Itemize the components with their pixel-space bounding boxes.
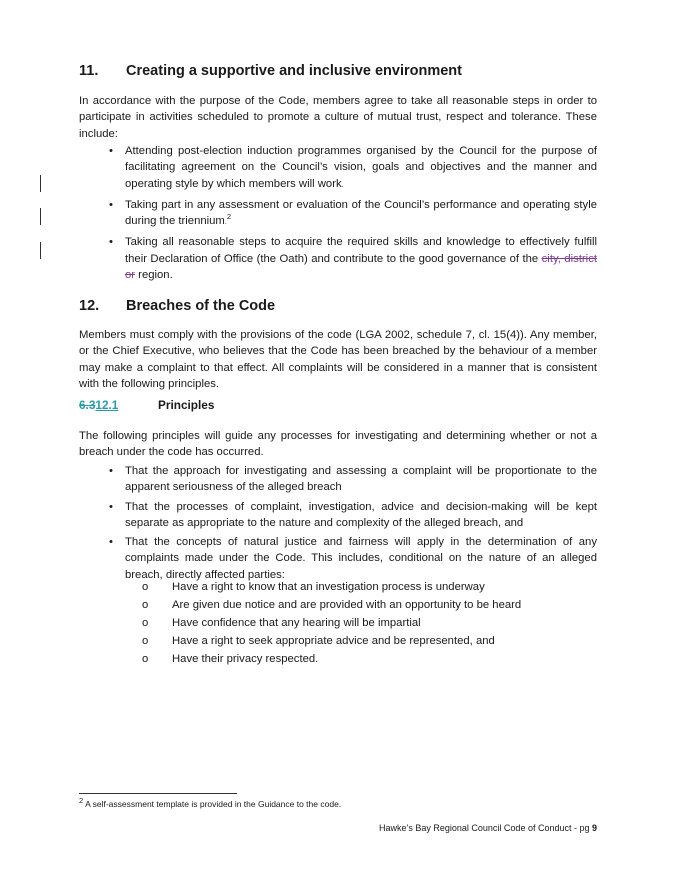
list-item: o Have a right to seek appropriate advice and be represented, and (79, 632, 597, 650)
change-bar (40, 242, 41, 259)
section-12-number: 12. (79, 298, 100, 314)
list-item: • Taking part in any assessment or evaluation of the Council’s performance and operating style during the triennium.$^2$ (109, 198, 597, 228)
list-item: • That the concepts of natural justice and fairness will apply in the determination of any complaints made under the Code. This includes, conditional on the nature of an alleged breach, directly affected parties: (109, 536, 597, 581)
footer-text: Hawke’s Bay Regional Council Code of Conduct - pg (379, 823, 592, 833)
deleted-number: 6.3 (79, 398, 96, 412)
principles-heading (79, 398, 214, 412)
footnote-separator (79, 793, 237, 794)
circle-bullet-marker: o (142, 617, 149, 629)
circle-bullet-marker: o (142, 653, 149, 665)
bullet-marker: • (109, 198, 113, 211)
list-item: o Have a right to know that an investigation process is underway (79, 578, 597, 596)
section-11-number: 11. (79, 63, 99, 79)
principles-intro: The following principles will guide any processes for investigating and determining whether or not a breach under the code has occurred. (79, 430, 597, 459)
circle-bullet-marker: o (142, 581, 149, 593)
section-11-bullet-list (79, 143, 597, 283)
bullet-marker: • (109, 236, 113, 249)
section-11-intro: In accordance with the purpose of the Code, members agree to take all reasonable steps in order to participate in activities scheduled to promote a culture of mutual trust, respect and tolerance. These include: (79, 95, 597, 140)
section-11-title: Creating a supportive and inclusive environment (126, 63, 462, 79)
list-item: o Are given due notice and are provided with an opportunity to be heard (79, 596, 597, 614)
section-12-title: Breaches of the Code (126, 298, 276, 314)
circle-bullet-marker: o (142, 599, 149, 611)
bullet-marker: • (109, 536, 113, 549)
footnote-text: A self-assessment template is provided in the Guidance to the code. (83, 799, 342, 809)
circle-bullet-marker: o (142, 635, 149, 647)
list-item: o Have confidence that any hearing will be impartial (79, 614, 597, 632)
list-item: • That the processes of complaint, investigation, advice and decision-making will be kept separate as appropriate to the nature and complexity of the alleged breach, and (109, 500, 597, 529)
change-bar (40, 175, 41, 192)
page-footer (379, 823, 597, 833)
section-12-intro: Members must comply with the provisions of the code (LGA 2002, schedule 7, cl. 15(4)). Any member, or the Chief Executive, who believes that the Code has been breached by the behaviour of a member may make a complaint to that effect. All complaints will be considered in a manner that is consistent with the following principles. (79, 329, 597, 390)
footnote-mark: 2 (79, 796, 84, 806)
bullet-marker: • (109, 465, 113, 477)
principles-number (79, 398, 158, 412)
list-item: o Have their privacy respected. (79, 650, 597, 668)
affected-parties-list (79, 578, 597, 668)
section-12-heading (79, 298, 275, 314)
list-item: • Taking all reasonable steps to acquire the required skills and knowledge to effectively fulfill their Declaration of Office (the Oath) and contribute to the good governance of the city, district or region. (109, 236, 597, 282)
list-item: • That the approach for investigating and assessing a complaint will be proportionate to the apparent seriousness of the alleged breach (109, 465, 597, 494)
footnote (79, 796, 342, 809)
change-bar (40, 208, 41, 225)
deleted-text: city, district or (125, 252, 597, 282)
bullet-marker: • (109, 145, 113, 157)
list-item: • Attending post-election induction programmes organised by the Council for the purpose of facilitating agreement on the Council’s vision, goals and objectives and the manner and operating style by which members will work. (109, 145, 597, 190)
bullet-marker: • (109, 500, 113, 513)
principles-bullet-list (79, 463, 597, 583)
page-number: 9 (591, 823, 597, 833)
inserted-number: 12.1 (95, 398, 119, 412)
footnote-reference[interactable]: 2 (226, 212, 231, 222)
principles-title: Principles (158, 398, 215, 412)
section-11-heading (79, 63, 462, 79)
